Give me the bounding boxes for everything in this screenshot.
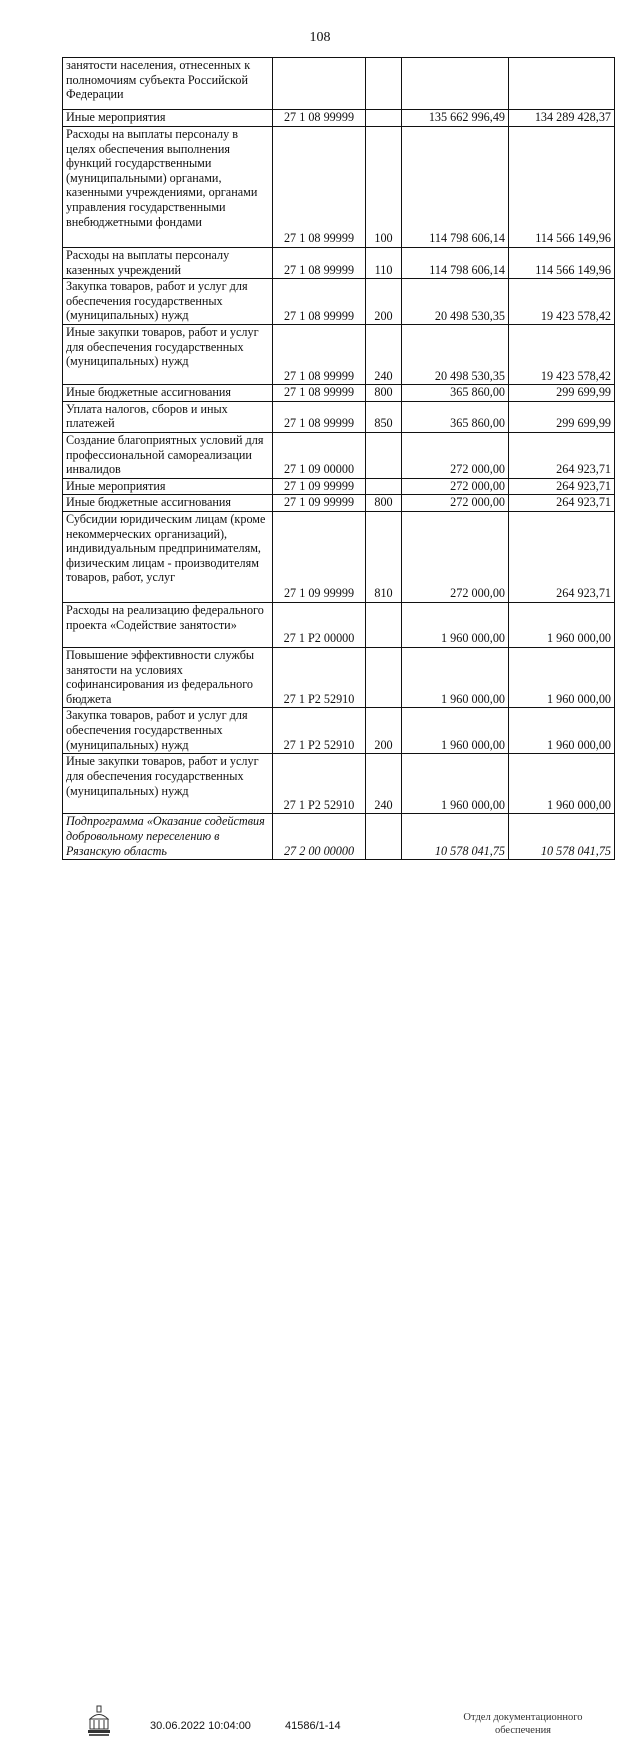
row-code: 27 1 P2 52910: [273, 708, 366, 754]
row-name: Иные закупки товаров, работ и услуг для обеспечения государственных (муниципальных) нужд: [63, 325, 273, 385]
row-amount-1: 272 000,00: [402, 432, 509, 478]
row-amount-1: [402, 58, 509, 110]
row-name: занятости населения, отнесенных к полномочиям субъекта Российской Федерации: [63, 58, 273, 110]
row-expense-type: 200: [366, 279, 402, 325]
row-name: Субсидии юридическим лицам (кроме некоммерческих организаций), индивидуальным предпринимателям, физическим лицам - производителям товаров, работ, услуг: [63, 511, 273, 602]
row-amount-2: 1 960 000,00: [509, 647, 615, 707]
table-row: [63, 279, 615, 325]
row-code: 27 1 09 99999: [273, 511, 366, 602]
row-name: Иные мероприятия: [63, 110, 273, 127]
table-row: [63, 248, 615, 279]
row-amount-1: 272 000,00: [402, 495, 509, 512]
row-name: Закупка товаров, работ и услуг для обеспечения государственных (муниципальных) нужд: [63, 279, 273, 325]
row-amount-1: 272 000,00: [402, 478, 509, 495]
row-code: 27 1 08 99999: [273, 385, 366, 402]
row-amount-1: 20 498 530,35: [402, 325, 509, 385]
footer-date: 30.06.2022 10:04:00: [150, 1720, 251, 1732]
row-name: Создание благоприятных условий для профессиональной самореализации инвалидов: [63, 432, 273, 478]
row-amount-2: 264 923,71: [509, 495, 615, 512]
row-amount-2: [509, 58, 615, 110]
table-row: [63, 401, 615, 432]
table-row: [63, 708, 615, 754]
row-expense-type: 110: [366, 248, 402, 279]
table-row: [63, 385, 615, 402]
row-code: 27 1 08 99999: [273, 127, 366, 248]
row-code: 27 1 08 99999: [273, 401, 366, 432]
row-code: 27 1 08 99999: [273, 325, 366, 385]
row-amount-1: 365 860,00: [402, 385, 509, 402]
row-amount-2: 1 960 000,00: [509, 708, 615, 754]
row-name: Подпрограмма «Оказание содействия добровольному переселению в Рязанскую область: [63, 814, 273, 860]
row-expense-type: [366, 58, 402, 110]
row-amount-2: 114 566 149,96: [509, 248, 615, 279]
duma-emblem-icon: [86, 1705, 112, 1739]
row-name: Повышение эффективности службы занятости на условиях софинансирования из федерального бюджета: [63, 647, 273, 707]
row-code: 27 1 09 99999: [273, 495, 366, 512]
row-expense-type: 200: [366, 708, 402, 754]
row-amount-2: 134 289 428,37: [509, 110, 615, 127]
footer: [0, 852, 640, 1736]
row-name: Иные мероприятия: [63, 478, 273, 495]
stamp-line: Отдел документационного: [463, 1712, 583, 1723]
row-amount-1: 1 960 000,00: [402, 647, 509, 707]
row-amount-1: 1 960 000,00: [402, 754, 509, 814]
row-code: 27 2 00 00000: [273, 814, 366, 860]
row-amount-2: 299 699,99: [509, 401, 615, 432]
footer-doc-number: 41586/1-14: [285, 1720, 341, 1732]
row-expense-type: 240: [366, 754, 402, 814]
row-amount-2: 264 923,71: [509, 511, 615, 602]
table-row: [63, 511, 615, 602]
row-amount-1: 20 498 530,35: [402, 279, 509, 325]
row-expense-type: 100: [366, 127, 402, 248]
row-amount-2: 264 923,71: [509, 432, 615, 478]
row-code: [273, 58, 366, 110]
row-amount-2: 299 699,99: [509, 385, 615, 402]
row-amount-1: 365 860,00: [402, 401, 509, 432]
row-expense-type: [366, 110, 402, 127]
row-expense-type: 800: [366, 385, 402, 402]
row-code: 27 1 P2 52910: [273, 647, 366, 707]
table-row: [63, 432, 615, 478]
row-amount-2: 114 566 149,96: [509, 127, 615, 248]
row-expense-type: 800: [366, 495, 402, 512]
row-amount-2: 10 578 041,75: [509, 814, 615, 860]
row-name: Расходы на выплаты персоналу в целях обеспечения выполнения функций государственными (муниципальными) органами, казенными учреждениями, органами управления государственными внебюджетными фондами: [63, 127, 273, 248]
department-stamp: [448, 1711, 598, 1737]
budget-table-body: [63, 58, 615, 860]
row-code: 27 1 08 99999: [273, 279, 366, 325]
row-amount-2: 1 960 000,00: [509, 754, 615, 814]
row-name: Расходы на выплаты персоналу казенных учреждений: [63, 248, 273, 279]
table-row: [63, 495, 615, 512]
row-expense-type: [366, 478, 402, 495]
table-row: [63, 58, 615, 110]
table-row: [63, 647, 615, 707]
row-amount-1: 1 960 000,00: [402, 602, 509, 647]
row-amount-1: 1 960 000,00: [402, 708, 509, 754]
row-expense-type: [366, 432, 402, 478]
row-name: Уплата налогов, сборов и иных платежей: [63, 401, 273, 432]
page-number: 108: [309, 30, 331, 45]
row-name: Иные бюджетные ассигнования: [63, 385, 273, 402]
row-amount-2: 19 423 578,42: [509, 279, 615, 325]
row-code: 27 1 08 99999: [273, 248, 366, 279]
row-name: Иные закупки товаров, работ и услуг для обеспечения государственных (муниципальных) нужд: [63, 754, 273, 814]
row-expense-type: [366, 602, 402, 647]
table-row: [63, 754, 615, 814]
row-amount-1: 272 000,00: [402, 511, 509, 602]
row-code: 27 1 09 99999: [273, 478, 366, 495]
row-name: Иные бюджетные ассигнования: [63, 495, 273, 512]
row-amount-2: 264 923,71: [509, 478, 615, 495]
row-code: 27 1 09 00000: [273, 432, 366, 478]
table-row: [63, 478, 615, 495]
row-name: Расходы на реализацию федерального проекта «Содействие занятости»: [63, 602, 273, 647]
row-expense-type: 240: [366, 325, 402, 385]
row-amount-1: 114 798 606,14: [402, 127, 509, 248]
row-expense-type: [366, 647, 402, 707]
table-row: [63, 325, 615, 385]
row-amount-1: 114 798 606,14: [402, 248, 509, 279]
row-name: Закупка товаров, работ и услуг для обеспечения государственных (муниципальных) нужд: [63, 708, 273, 754]
row-amount-2: 1 960 000,00: [509, 602, 615, 647]
stamp-line: обеспечения: [494, 1725, 552, 1736]
table-row: [63, 110, 615, 127]
row-amount-1: 135 662 996,49: [402, 110, 509, 127]
row-code: 27 1 P2 00000: [273, 602, 366, 647]
row-expense-type: 850: [366, 401, 402, 432]
table-row: [63, 602, 615, 647]
table-row: [63, 127, 615, 248]
budget-table: [62, 57, 615, 860]
row-expense-type: 810: [366, 511, 402, 602]
row-code: 27 1 08 99999: [273, 110, 366, 127]
row-amount-1: 10 578 041,75: [402, 814, 509, 860]
row-amount-2: 19 423 578,42: [509, 325, 615, 385]
row-code: 27 1 P2 52910: [273, 754, 366, 814]
